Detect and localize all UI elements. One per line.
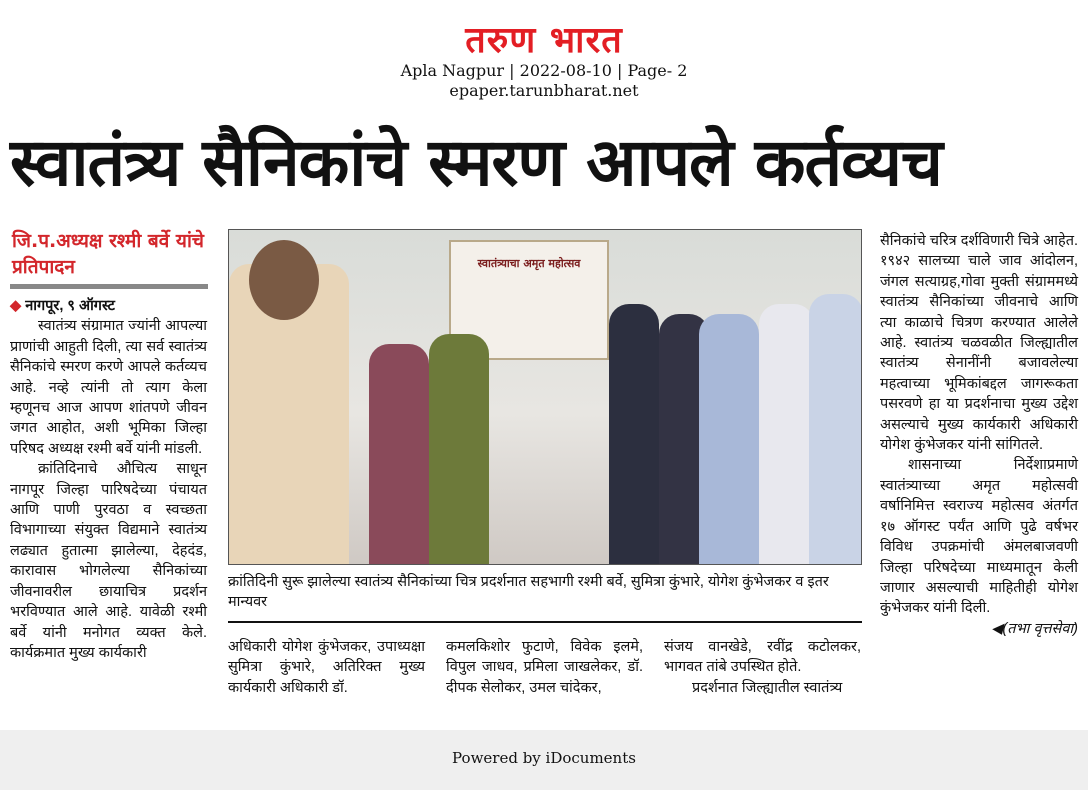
website-link[interactable]: epaper.tarunbharat.net — [449, 81, 639, 100]
article-headline: स्वातंत्र्य सैनिकांचे स्मरण आपले कर्तव्यच — [10, 124, 942, 201]
paragraph: कमलकिशोर फुटाणे, विवेक इलमे, विपुल जाधव, प्रमिला जाखलेकर, डॉ. दीपक सेलोकर, उमल चांदेकर, — [446, 639, 643, 696]
paragraph: प्रदर्शनात जिल्ह्यातील स्वातंत्र्य — [692, 679, 843, 696]
article-subheadline: जि.प.अध्यक्ष रश्मी बर्वे यांचे प्रतिपादन — [12, 230, 204, 278]
logo-text: तरुण भारत — [465, 19, 623, 61]
tarun-bharat-logo — [418, 18, 670, 61]
bottom-column-3 — [664, 637, 861, 698]
paragraph: संजय वानखेडे, रवींद्र कटोलकर, भागवत तांबे उपस्थित होते. — [664, 639, 861, 676]
paragraph: अधिकारी योगेश कुंभेजकर, उपाध्यक्षा सुमित्रा कुंभारे, अतिरिक्त मुख्य कार्यकारी अधिकारी डॉ. — [228, 639, 425, 696]
bottom-column-2 — [446, 637, 643, 698]
paragraph: स्वातंत्र्य संग्रामात ज्यांनी आपल्या प्राणांची आहुती दिली, त्या सर्व स्वातंत्र्य सैनिकांचे स्मरण करणे आपले कर्तव्यच आहे. नव्हे त्यांनी तो त्याग केला म्हणूनच आज आपण शांतपणे जीवन जगत आहोत, अशी भूमिका जिल्हा परिषद अध्यक्ष रश्मी बर्वे यांनी मांडली. — [10, 318, 207, 457]
bottom-column-1 — [228, 637, 425, 698]
paragraph: सैनिकांचे चरित्र दर्शविणारी चित्रे आहेत. १९४२ सालच्या चाले जाव आंदोलन, जंगल सत्याग्रह,गोवा मुक्ती संग्राममध्ये स्वातंत्र्य सैनिकांच्या जीवनाचे आणि त्या काळाचे चित्रण करण्यात आलेले आहे. स्वातंत्र्य चळवळीत जिल्ह्यातील स्वातंत्र्य सेनानींनी बजावलेल्या महत्वाच्या भूमिकांबद्दल जागरूकता पसरवणे हा या प्रदर्शनाचा मुख्य उद्देश असल्याचे मुख्य कार्यकारी अधिकारी योगेश कुंभेजकर यांनी सांगितले. — [880, 233, 1078, 454]
divider — [10, 284, 208, 289]
paragraph: क्रांतिदिनाचे औचित्य साधून नागपूर जिल्हा पारिषदेच्या पंचायत आणि पाणी पुरवठा व स्वच्छता विभागाच्या संयुक्त विद्यमाने स्वातंत्र्य लढ्यात हुतात्मा झालेल्या, देहदंड, कारावास भोगलेल्या सैनिकांच्या जीवनावरील छायाचित्र प्रदर्शन भरविण्यात आले आहे. यावेळी रश्मी बर्वे यांनी मनोगत व्यक्त केले. कार्यक्रमात मुख्य कार्यकारी — [10, 461, 207, 661]
news-service-credit: ◀(तभा वृत्तसेवा) — [991, 620, 1078, 637]
edition-line: Apla Nagpur | 2022-08-10 | Page- 2 — [400, 61, 688, 80]
photo-caption: क्रांतिदिनी सुरू झालेल्या स्वातंत्र्य सैनिकांच्या चित्र प्रदर्शनात सहभागी रश्मी बर्वे, सुमित्रा कुंभारे, योगेश कुंभेजकर व इतर मान्यवर — [228, 574, 829, 610]
powered-by-link[interactable]: Powered by iDocuments — [452, 749, 636, 767]
paragraph: शासनाच्या निर्देशाप्रमाणे स्वातंत्र्याच्या अमृत महोत्सवी वर्षानिमित्त स्वराज्य महोत्सव अंतर्गत १७ ऑगस्ट पर्यंत आणि पुढे वर्षभर विविध उपक्रमांची अंमलबाजवणी जिल्हा परिषदेच्या माध्यमातून केली जाणार असल्याची माहितीही योगेश कुंभेजकर यांनी दिली. — [880, 457, 1078, 617]
dateline — [10, 296, 207, 316]
left-column — [10, 296, 207, 663]
divider — [228, 621, 862, 623]
photo-banner-text: स्वातंत्र्याचा अमृत महोत्सव — [477, 257, 581, 270]
dateline-text: नागपूर, ९ ऑगस्ट — [25, 298, 115, 314]
right-column — [880, 231, 1078, 639]
footer — [0, 730, 1088, 790]
diamond-bullet-icon: ◆ — [10, 298, 26, 314]
event-photo — [228, 229, 862, 565]
